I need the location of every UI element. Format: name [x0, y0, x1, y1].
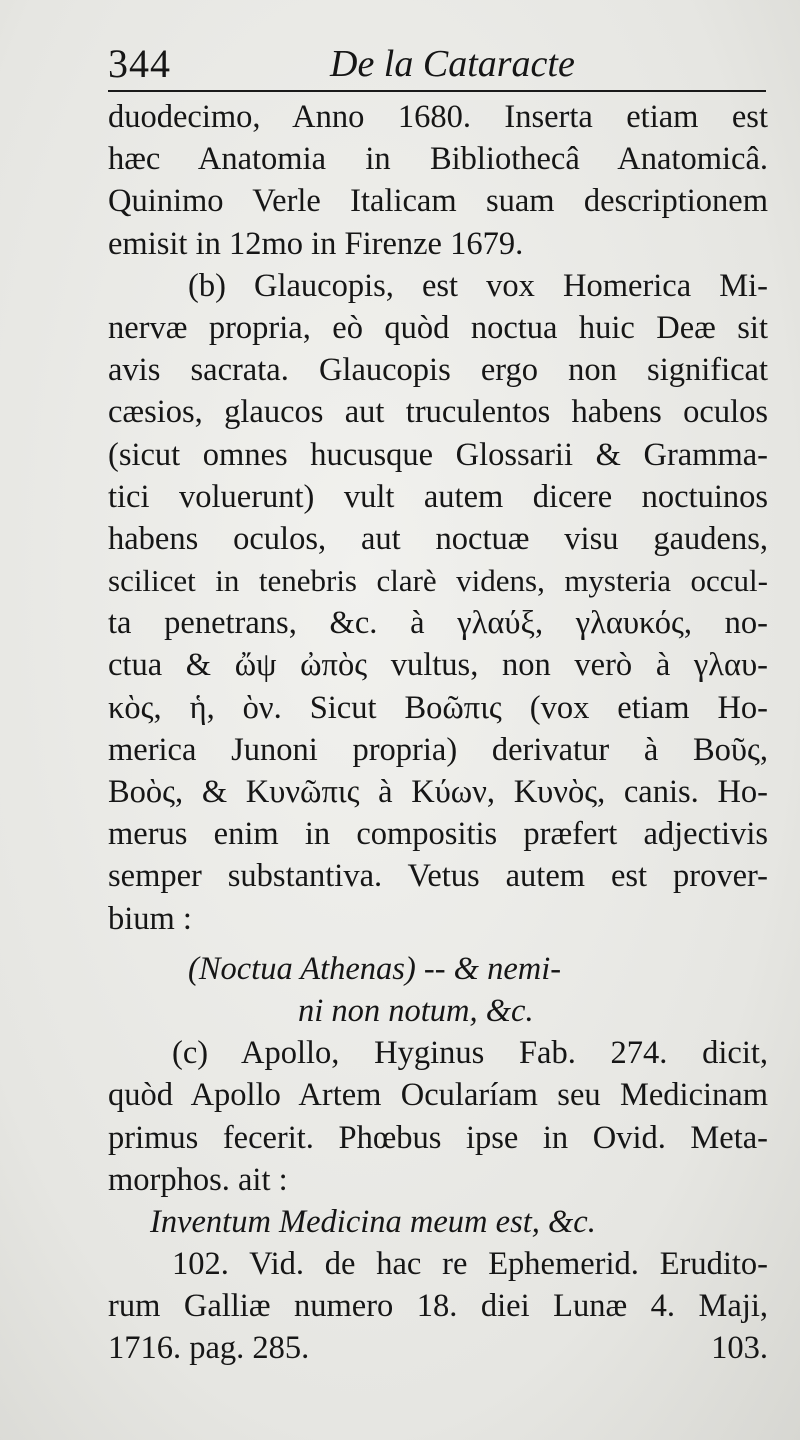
- catchword: 103.: [711, 1330, 768, 1367]
- text-line: κὸς, ἡ, ὸν. Sicut Βοῶπις (vox etiam Ho-: [108, 689, 768, 726]
- text-line: bium :: [108, 900, 192, 937]
- text-line: ta penetrans, &c. à γλαύξ, γλαυκός, no-: [108, 605, 768, 642]
- text-line: Βοὸς, & Κυνῶπις à Κύων, Κυνὸς, canis. Ho-: [108, 774, 768, 810]
- text-line: rum Galliæ numero 18. diei Lunæ 4. Maji,: [108, 1288, 768, 1325]
- verse-line: (Noctua Athenas) -- & nemi-: [188, 950, 562, 987]
- text-line: (c) Apollo, Hyginus Fab. 274. dicit,: [172, 1035, 768, 1072]
- page-number: 344: [108, 41, 171, 86]
- verse-line: ni non notum, &c.: [298, 992, 534, 1029]
- text-line: nervæ propria, eò quòd noctua huic Deæ sit: [108, 309, 768, 346]
- text-line: 102. Vid. de hac re Ephemerid. Erudito-: [172, 1246, 768, 1283]
- text-line: duodecimo, Anno 1680. Inserta etiam est: [108, 99, 768, 135]
- text-line: semper substantiva. Vetus autem est prover-: [108, 858, 768, 895]
- verse-line: Inventum Medicina meum est, &c.: [150, 1203, 596, 1240]
- footer-text: 1716. pag. 285.: [108, 1330, 310, 1367]
- text-line: merica Junoni propria) derivatur à Βοῦς,: [108, 731, 768, 768]
- text-line: emisit in 12mo in Firenze 1679.: [108, 225, 524, 262]
- text-line: morphos. ait :: [108, 1161, 288, 1198]
- text-line: scilicet in tenebris clarè videns, mysteria occul-: [108, 563, 768, 599]
- text-line: cæsios, glaucos aut truculentos habens oculos: [108, 394, 768, 431]
- text-line: habens oculos, aut noctuæ visu gaudens,: [108, 520, 768, 557]
- header-rule: [108, 90, 766, 92]
- text-line: primus fecerit. Phœbus ipse in Ovid. Meta-: [108, 1119, 768, 1156]
- text-line: hæc Anatomia in Bibliothecâ Anatomicâ.: [108, 141, 768, 178]
- text-line: (sicut omnes hucusque Glossarii & Gramma-: [108, 436, 768, 473]
- page-body: [108, 96, 768, 1370]
- page-footer: [108, 1327, 768, 1369]
- text-line: Quinimo Verle Italicam suam descriptionem: [108, 183, 768, 220]
- text-line: merus enim in compositis præfert adjectivis: [108, 816, 768, 853]
- text-line: tici voluerunt) vult autem dicere noctuinos: [108, 478, 768, 515]
- text-line: quòd Apollo Artem Ocularíam seu Medicinam: [108, 1077, 768, 1114]
- text-line: ctua & ὤψ ὠπὸς vultus, non verò à γλαυ-: [108, 647, 768, 684]
- text-line: avis sacrata. Glaucopis ergo non significat: [108, 352, 768, 389]
- text-line: (b) Glaucopis, est vox Homerica Mi-: [188, 267, 768, 304]
- running-head: De la Cataracte: [330, 43, 575, 85]
- page-header: [108, 40, 764, 92]
